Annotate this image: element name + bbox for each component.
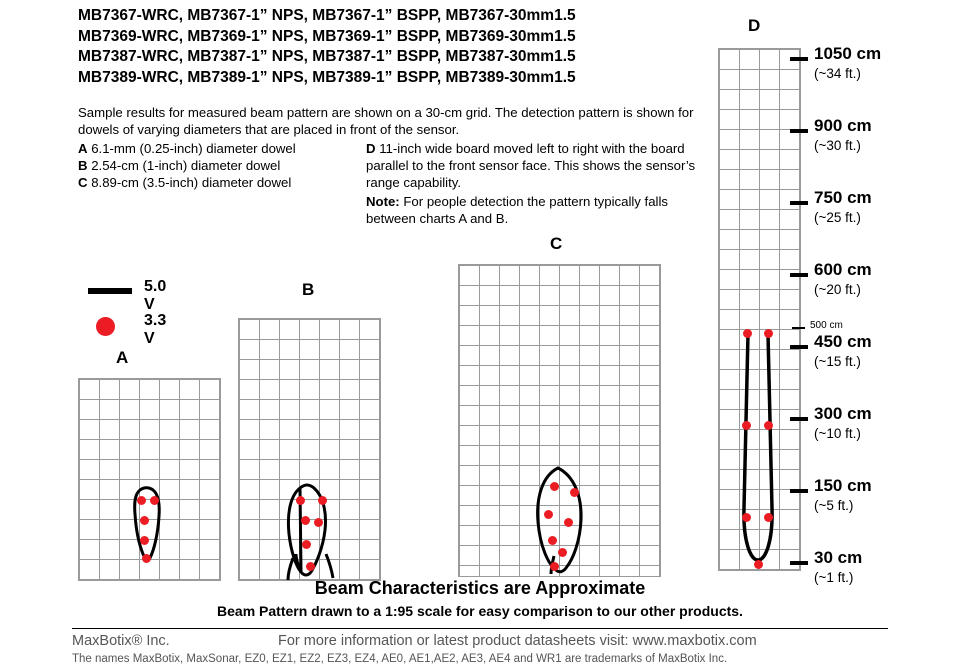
- scale-label-ft: (~10 ft.): [814, 426, 861, 441]
- product-title-line: MB7369-WRC, MB7369-1” NPS, MB7369-1” BSPP, MB7369-30mm1.5: [78, 27, 576, 45]
- scale-label-cm: 900 cm: [814, 116, 872, 135]
- chart-b-datapoint: [302, 540, 311, 549]
- scale-label-ft: (~34 ft.): [814, 66, 861, 81]
- scale-tick: [790, 129, 808, 133]
- dowel-item-d: [366, 140, 716, 191]
- dowel-item-b: [78, 157, 358, 174]
- description-paragraph: [78, 104, 718, 138]
- caption-approximate: Beam Characteristics are Approximate: [314, 578, 646, 598]
- chart-d-datapoint: [764, 513, 773, 522]
- scale-label-ft: (~5 ft.): [814, 498, 854, 513]
- dowel-item-c-key: C: [78, 175, 88, 190]
- chart-d-datapoint: [764, 421, 773, 430]
- voltage-legend-label-5v: 5.0 V: [144, 278, 167, 313]
- chart-c-datapoint: [550, 562, 559, 571]
- chart-a-datapoint: [150, 496, 159, 505]
- note-key: Note:: [366, 194, 400, 209]
- scale-tick-minor: [792, 327, 805, 329]
- chart-d-beam-outline: [718, 48, 799, 569]
- dowel-item-d-key: D: [366, 141, 376, 156]
- chart-a-label: A: [116, 348, 129, 367]
- scale-tick: [790, 57, 808, 61]
- chart-b-label: B: [302, 280, 315, 299]
- chart-d-datapoint: [754, 560, 763, 569]
- scale-label-ft: (~1 ft.): [814, 570, 854, 585]
- scale-tick: [790, 489, 808, 493]
- chart-a-datapoint: [140, 536, 149, 545]
- voltage-legend-label-33v: 3.3 V: [144, 312, 167, 347]
- chart-b-datapoint: [314, 518, 323, 527]
- description-intro: Sample results for measured beam pattern are shown on a 30-cm grid. The detection pattern is shown for dowels of varying diameters that are placed in front of the sensor.: [78, 105, 694, 137]
- footer-divider: [72, 628, 888, 629]
- footer-company: MaxBotix® Inc.: [72, 633, 170, 649]
- scale-label-minor: 500 cm: [810, 320, 843, 331]
- scale-label-ft: (~20 ft.): [814, 282, 861, 297]
- dowel-item-a-key: A: [78, 141, 88, 156]
- scale-label-cm: 750 cm: [814, 188, 872, 207]
- scale-tick: [790, 273, 808, 277]
- product-title-line: MB7389-WRC, MB7389-1” NPS, MB7389-1” BSPP, MB7389-30mm1.5: [78, 68, 576, 86]
- dowel-item-a-text: 6.1-mm (0.25-inch) diameter dowel: [91, 141, 296, 156]
- scale-tick: [790, 201, 808, 205]
- chart-a-datapoint: [137, 496, 146, 505]
- scale-label-cm: 450 cm: [814, 332, 872, 351]
- chart-c-datapoint: [558, 548, 567, 557]
- scale-tick: [790, 417, 808, 421]
- chart-c-datapoint: [570, 488, 579, 497]
- dowel-item-c-text: 8.89-cm (3.5-inch) diameter dowel: [91, 175, 292, 190]
- scale-label-cm: 1050 cm: [814, 44, 882, 63]
- chart-b-beam-outline: [238, 318, 398, 598]
- chart-c-datapoint: [548, 536, 557, 545]
- footer-info: For more information or latest product datasheets visit: www.maxbotix.com: [278, 633, 757, 649]
- chart-a-datapoint: [142, 554, 151, 563]
- scale-label-ft: (~25 ft.): [814, 210, 861, 225]
- solid-line-icon: [88, 288, 132, 294]
- scale-label-cm: 300 cm: [814, 404, 872, 423]
- chart-c-beam-outline: [458, 264, 659, 594]
- dowel-item-a: [78, 140, 358, 157]
- dowel-item-b-key: B: [78, 158, 88, 173]
- chart-a-beam-outline: [78, 378, 219, 579]
- chart-c-label: C: [550, 234, 563, 253]
- chart-b-datapoint: [301, 516, 310, 525]
- product-title-line: MB7367-WRC, MB7367-1” NPS, MB7367-1” BSPP, MB7367-30mm1.5: [78, 7, 576, 24]
- chart-a-datapoint: [140, 516, 149, 525]
- dowel-item-d-text: 11-inch wide board moved left to right with the board parallel to the front sensor face. This shows the sensor’s range capability.: [366, 141, 696, 190]
- chart-d-datapoint: [743, 329, 752, 338]
- dowel-legend-left: [78, 140, 358, 191]
- chart-c-datapoint: [550, 482, 559, 491]
- scale-label-ft: (~15 ft.): [814, 354, 861, 369]
- chart-d-datapoint: [764, 329, 773, 338]
- scale-tick: [790, 345, 808, 349]
- scale-label-cm: 600 cm: [814, 260, 872, 279]
- dowel-item-b-text: 2.54-cm (1-inch) diameter dowel: [91, 158, 281, 173]
- product-title-block: [78, 6, 738, 88]
- dowel-item-c: [78, 174, 358, 191]
- red-dot-icon: [96, 317, 115, 336]
- scale-label-ft: (~30 ft.): [814, 138, 861, 153]
- scale-tick: [790, 561, 808, 565]
- dowel-legend-right: [366, 140, 716, 227]
- scale-label-cm: 150 cm: [814, 476, 872, 495]
- footer-trademark: The names MaxBotix, MaxSonar, EZ0, EZ1, EZ2, EZ3, EZ4, AE0, AE1,AE2, AE3, AE4 and WR1 are trademarks of MaxBotix Inc.: [72, 653, 728, 665]
- chart-c-datapoint: [544, 510, 553, 519]
- chart-d-datapoint: [742, 421, 751, 430]
- caption-scale: Beam Pattern drawn to a 1:95 scale for easy comparison to our other products.: [217, 603, 743, 619]
- chart-d-label: D: [748, 16, 761, 35]
- note-item: [366, 193, 716, 227]
- note-text: For people detection the pattern typically falls between charts A and B.: [366, 194, 669, 226]
- chart-b-datapoint: [318, 496, 327, 505]
- scale-label-cm: 30 cm: [814, 548, 863, 567]
- chart-c-datapoint: [564, 518, 573, 527]
- chart-d-datapoint: [742, 513, 751, 522]
- chart-b-datapoint: [306, 562, 315, 571]
- product-title-line: MB7387-WRC, MB7387-1” NPS, MB7387-1” BSPP, MB7387-30mm1.5: [78, 48, 576, 65]
- chart-b-datapoint: [296, 496, 305, 505]
